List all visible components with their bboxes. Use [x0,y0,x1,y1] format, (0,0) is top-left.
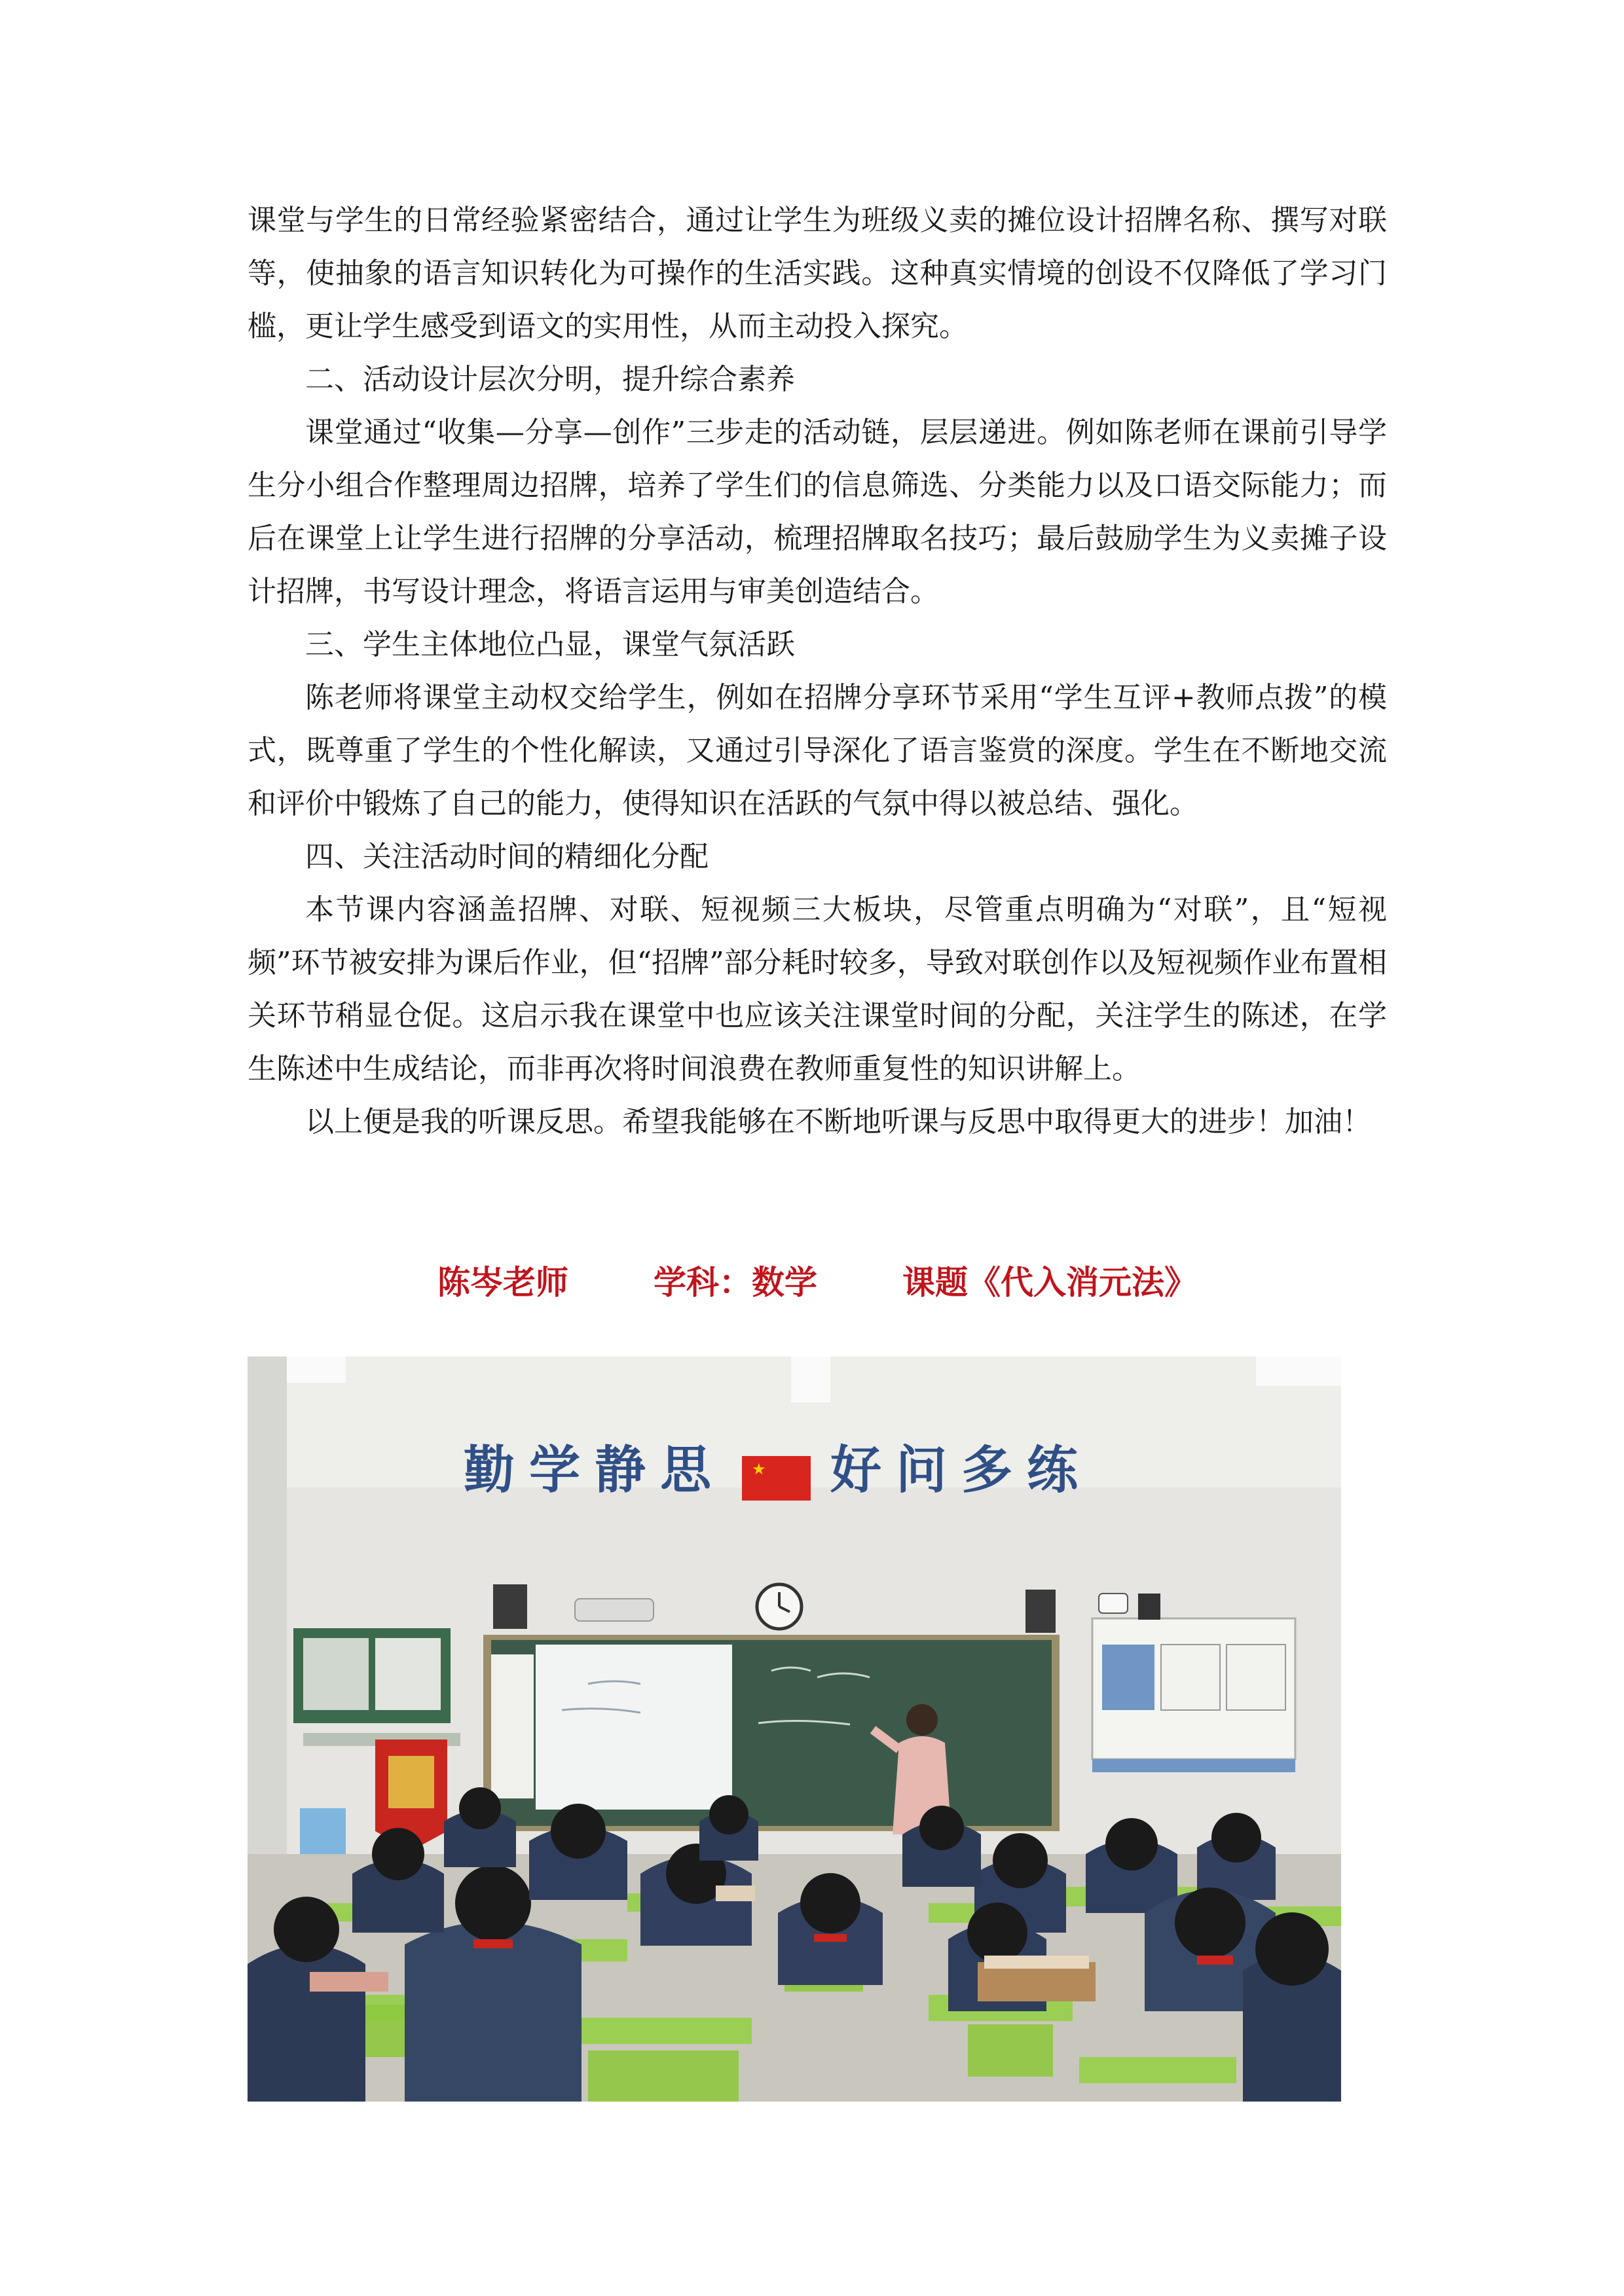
caption-teacher: 陈岑老师 [437,1264,568,1302]
article-body [248,194,1387,1148]
section-heading: 四、关注活动时间的精细化分配 [305,840,709,873]
section-heading: 二、活动设计层次分明，提升综合素养 [305,363,795,396]
flag-icon [742,1456,811,1501]
paragraph: 陈老师将课堂主动权交给学生，例如在招牌分享环节采用“学生互评+教师点拨”的模式，既尊重了学生的个性化解读，又通过引导深化了语言鉴赏的深度。学生在不断地交流和评价中锻炼了自己的能力，使得知识在活跃的气氛中得以被总结、强化。 [248,681,1387,820]
paragraph: 课堂与学生的日常经验紧密结合，通过让学生为班级义卖的摊位设计招牌名称、撰写对联等，使抽象的语言知识转化为可操作的生活实践。这种真实情境的创设不仅降低了学习门槛，更让学生感受到语文的实用性，从而主动投入探究。 [248,204,1387,343]
caption-topic: 课题《代入消元法》 [902,1264,1197,1302]
paragraph: 本节课内容涵盖招牌、对联、短视频三大板块，尽管重点明确为“对联”，且“短视频”环节被安排为课后作业，但“招牌”部分耗时较多，导致对联创作以及短视频作业布置相关环节稍显仓促。这启示我在课堂中也应该关注课堂时间的分配，关注学生的陈述，在学生陈述中生成结论，而非再次将时间浪费在教师重复性的知识讲解上。 [248,893,1387,1085]
section-heading: 三、学生主体地位凸显，课堂气氛活跃 [305,628,795,661]
photo-caption [248,1260,1387,1305]
wall-slogan-left: 勤学静思 [464,1440,726,1500]
wall-slogan-right: 好问多练 [830,1440,1093,1500]
caption-subject: 学科：数学 [654,1264,817,1302]
classroom-photo [248,1357,1341,2102]
paragraph: 课堂通过“收集—分享—创作”三步走的活动链，层层递进。例如陈老师在课前引导学生分小组合作整理周边招牌，培养了学生们的信息筛选、分类能力以及口语交际能力；而后在课堂上让学生进行招牌的分享活动，梳理招牌取名技巧；最后鼓励学生为义卖摊子设计招牌，书写设计理念，将语言运用与审美创造结合。 [248,416,1387,608]
clock-icon [757,1584,802,1629]
svg-text:★: ★ [752,1460,766,1478]
closing-paragraph: 以上便是我的听课反思。希望我能够在不断地听课与反思中取得更大的进步！加油！ [305,1105,1371,1139]
